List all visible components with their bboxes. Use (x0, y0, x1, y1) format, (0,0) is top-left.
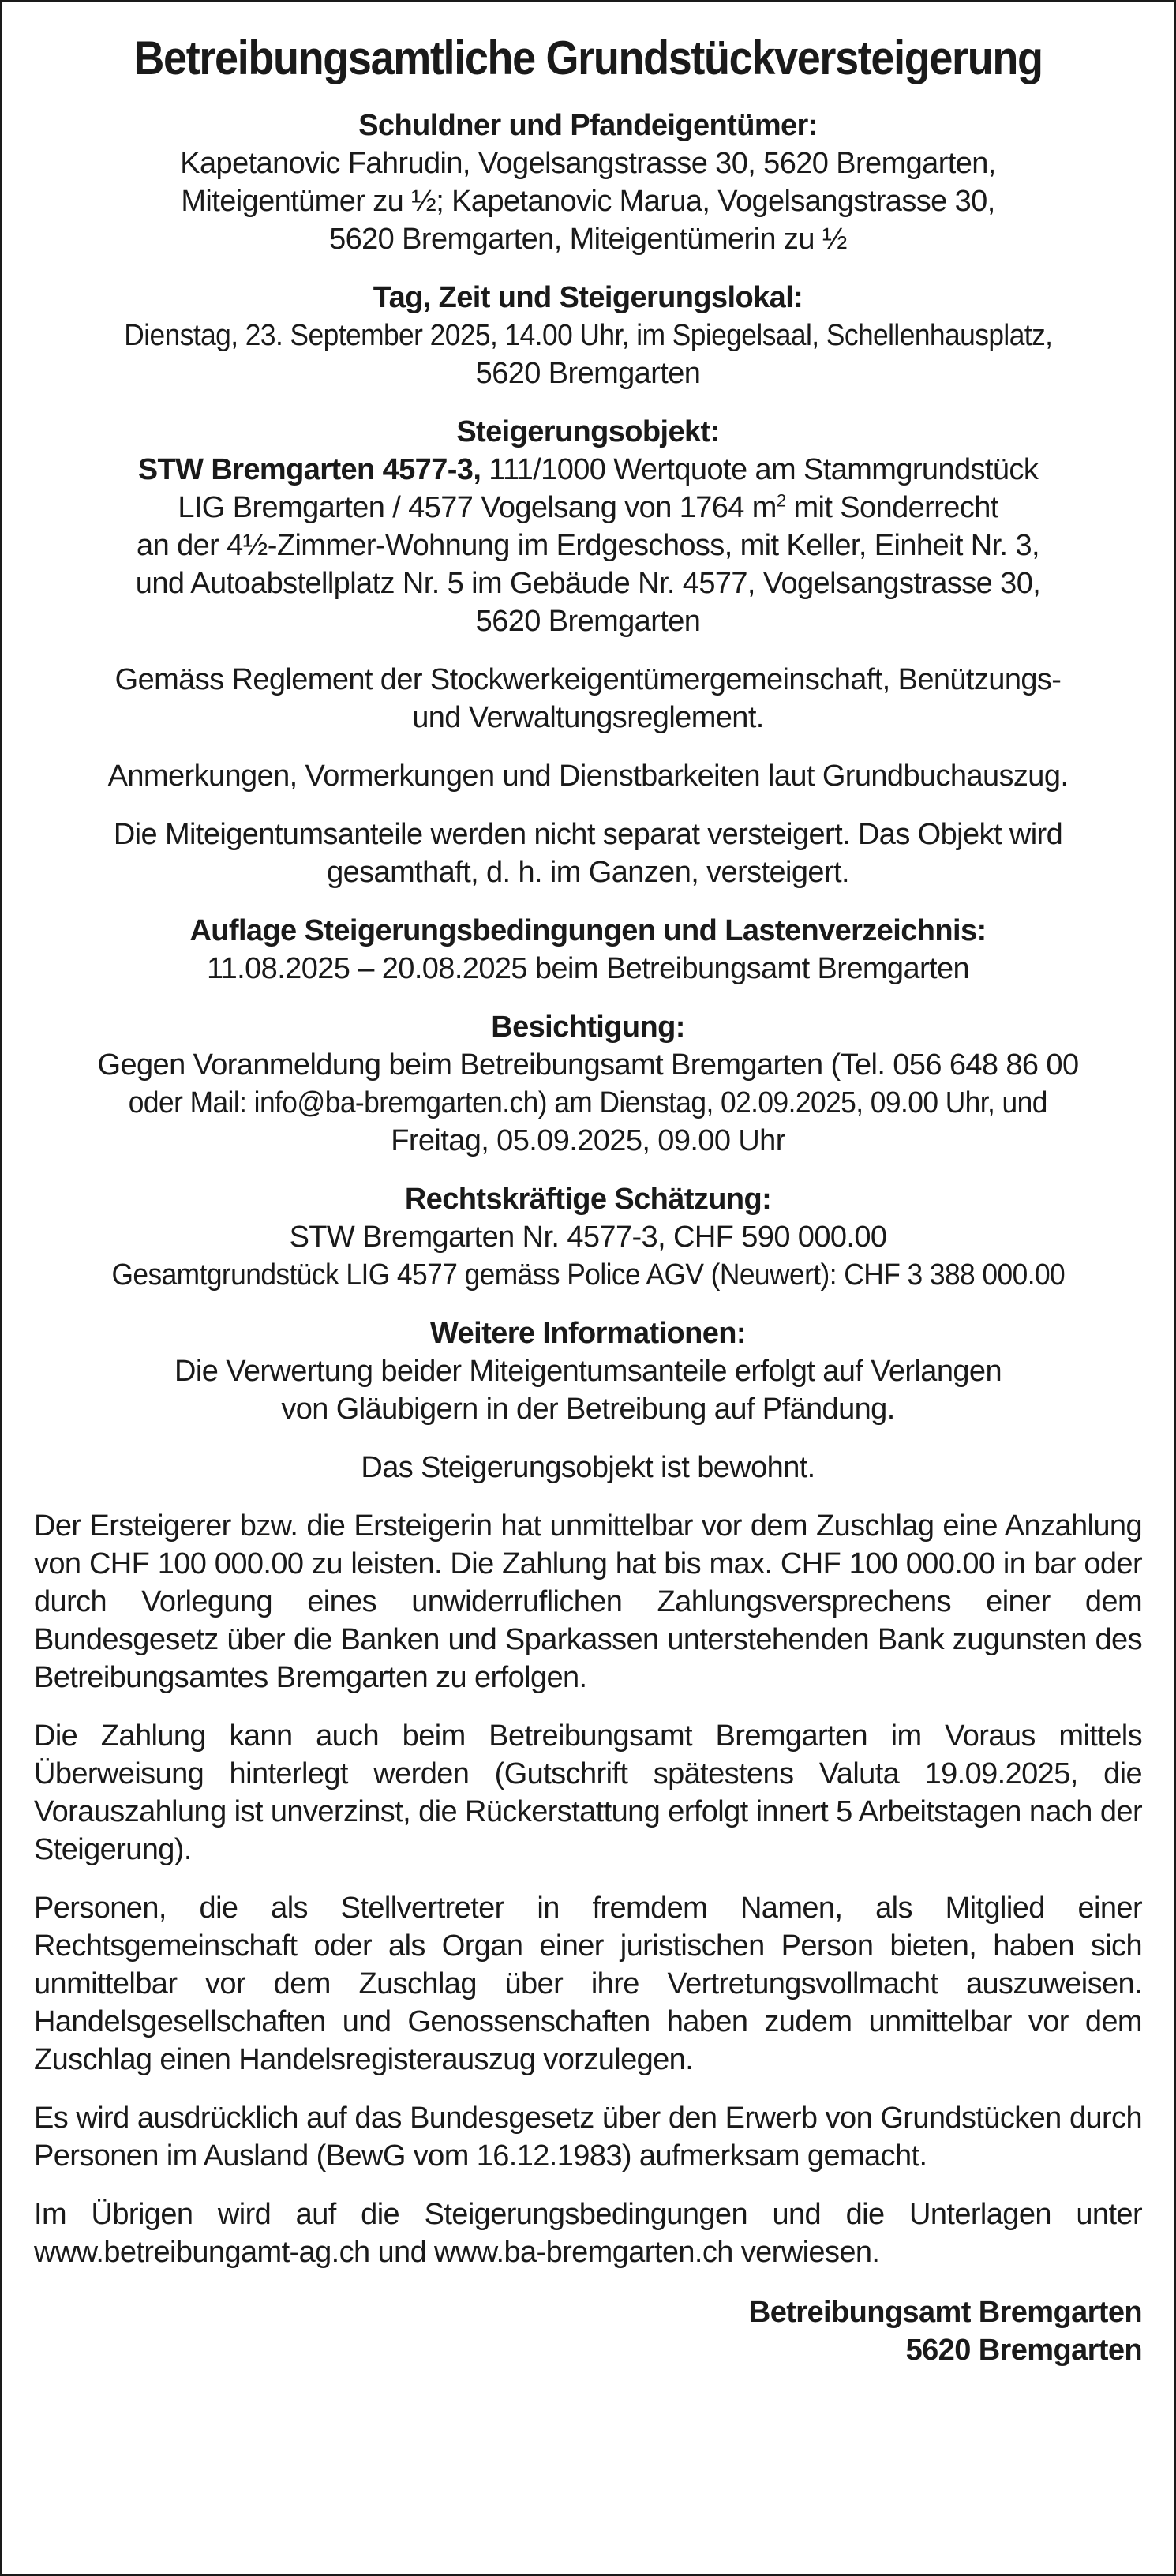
section-auflage (34, 912, 1142, 988)
section-bewohnt (34, 1449, 1142, 1487)
miteigentum-line: gesamthaft, d. h. im Ganzen, versteigert. (327, 856, 849, 889)
objekt-area-post: mit Sonderrecht (785, 491, 998, 524)
heading-schuldner: Schuldner und Pfandeigentümer: (358, 109, 818, 142)
section-miteigentum (34, 816, 1142, 891)
anmerkungen-text: Anmerkungen, Vormerkungen und Dienstbarkeiten laut Grundbuchauszug. (107, 759, 1069, 793)
heading-besichtigung: Besichtigung: (491, 1011, 685, 1044)
section-weitere (34, 1314, 1142, 1428)
schuldner-line: 5620 Bremgarten, Miteigentümerin zu ½ (329, 223, 847, 256)
section-reglement (34, 661, 1142, 737)
weitere-line: Die Verwertung beider Miteigentumsanteile erfolgt auf Verlangen (174, 1355, 1002, 1388)
besichtigung-line (34, 1084, 1142, 1122)
miteigentum-line: Die Miteigentumsanteile werden nicht separat versteigert. Das Objekt wird (113, 818, 1063, 851)
notice-content (34, 31, 1142, 2550)
objekt-line: an der 4½-Zimmer-Wohnung im Erdgeschoss, mit Keller, Einheit Nr. 3, (137, 529, 1039, 562)
schaetzung-line: STW Bremgarten Nr. 4577-3, CHF 590 000.00 (289, 1221, 887, 1254)
section-objekt (34, 413, 1142, 640)
objekt-line: und Autoabstellplatz Nr. 5 im Gebäude Nr. 4577, Vogelsangstrasse 30, (135, 567, 1041, 600)
heading-termin: Tag, Zeit und Steigerungslokal: (373, 281, 803, 314)
reglement-line: und Verwaltungsreglement. (412, 701, 764, 734)
termin-line: 5620 Bremgarten (475, 357, 701, 390)
section-schuldner (34, 107, 1142, 258)
termin-line-text: Dienstag, 23. September 2025, 14.00 Uhr, im Spiegelsaal, Schellenhausplatz, (123, 319, 1053, 352)
heading-schaetzung: Rechtskräftige Schätzung: (404, 1183, 772, 1216)
signature-place: 5620 Bremgarten (905, 2334, 1142, 2367)
objekt-quote: 111/1000 Wertquote am Stammgrundstück (481, 453, 1039, 486)
paragraph-vorauszahlung: Die Zahlung kann auch beim Betreibungsamt Bremgarten im Voraus mittels Überweisung hinterlegt werden (Gutschrift spätestens Valuta 19.09.2025, die Vorauszahlung ist unverzinst, die Rückerstattung erfolgt innert 5 Arbeitstagen nach der Steigerung). (34, 1719, 1142, 1866)
auflage-line: 11.08.2025 – 20.08.2025 beim Betreibungsamt Bremgarten (206, 952, 970, 985)
objekt-line (34, 451, 1142, 489)
besichtigung-line: Freitag, 05.09.2025, 09.00 Uhr (391, 1124, 785, 1157)
notice-title: Betreibungsamtliche Grundstückversteigerung (133, 32, 1043, 84)
schuldner-line: Miteigentümer zu ½; Kapetanovic Marua, Vogelsangstrasse 30, (181, 185, 995, 218)
reglement-line: Gemäss Reglement der Stockwerkeigentümergemeinschaft, Benützungs- (114, 663, 1062, 696)
section-anmerkungen (34, 757, 1142, 795)
schaetzung-line-text: Gesamtgrundstück LIG 4577 gemäss Police AGV (Neuwert): CHF 3 388 000.00 (111, 1258, 1065, 1292)
section-schaetzung (34, 1180, 1142, 1294)
section-termin (34, 279, 1142, 392)
objekt-area-sup: 2 (776, 490, 786, 511)
section-besichtigung (34, 1008, 1142, 1160)
signature-block (34, 2293, 1142, 2369)
besichtigung-line-text: oder Mail: info@ba-bremgarten.ch) am Dienstag, 02.09.2025, 09.00 Uhr, und (128, 1086, 1048, 1119)
schuldner-line: Kapetanovic Fahrudin, Vogelsangstrasse 30, 5620 Bremgarten, (180, 147, 996, 180)
weitere-line: von Gläubigern in der Betreibung auf Pfändung. (281, 1393, 895, 1426)
paragraph-unterlagen: Im Übrigen wird auf die Steigerungsbedingungen und die Unterlagen unter www.betreibungamt-ag.ch und www.ba-bremgarten.ch verwiesen. (34, 2198, 1142, 2269)
heading-auflage: Auflage Steigerungsbedingungen und Lastenverzeichnis: (189, 914, 987, 947)
schaetzung-line (34, 1256, 1142, 1294)
signature-office: Betreibungsamt Bremgarten (748, 2296, 1142, 2329)
besichtigung-line: Gegen Voranmeldung beim Betreibungsamt Bremgarten (Tel. 056 648 86 00 (97, 1048, 1079, 1082)
paragraph-bewg: Es wird ausdrücklich auf das Bundesgesetz über den Erwerb von Grundstücken durch Personen im Ausland (BewG vom 16.12.1983) aufmerksam gemacht. (34, 2102, 1142, 2173)
objekt-id: STW Bremgarten 4577-3, (137, 453, 481, 486)
heading-objekt: Steigerungsobjekt: (456, 415, 720, 448)
termin-line (34, 317, 1142, 354)
paragraph-vertretung: Personen, die als Stellvertreter in fremdem Namen, als Mitglied einer Rechtsgemeinschaft oder als Organ einer juristischen Person bieten, haben sich unmittelbar vor dem Zuschlag über ihre Vertretungsvollmacht auszuweisen. Handelsgesellschaften und Genossenschaften haben zudem unmittelbar vor dem Zuschlag einen Handelsregisterauszug vorzulegen. (34, 1892, 1142, 2076)
bewohnt-text: Das Steigerungsobjekt ist bewohnt. (361, 1451, 815, 1484)
objekt-area-pre: LIG Bremgarten / 4577 Vogelsang von 1764 m (178, 491, 777, 524)
heading-weitere: Weitere Informationen: (430, 1317, 746, 1350)
objekt-line: 5620 Bremgarten (475, 605, 701, 638)
paragraph-anzahlung: Der Ersteigerer bzw. die Ersteigerin hat unmittelbar vor dem Zuschlag eine Anzahlung von CHF 100 000.00 zu leisten. Die Zahlung hat bis max. CHF 100 000.00 in bar oder durch Vorlegung eines unwiderruflichen Zahlungsversprechens einer dem Bundesgesetz über die Banken und Sparkassen unterstehenden Bank zugunsten des Betreibungsamtes Bremgarten zu erfolgen. (34, 1509, 1142, 1694)
objekt-line (34, 489, 1142, 527)
